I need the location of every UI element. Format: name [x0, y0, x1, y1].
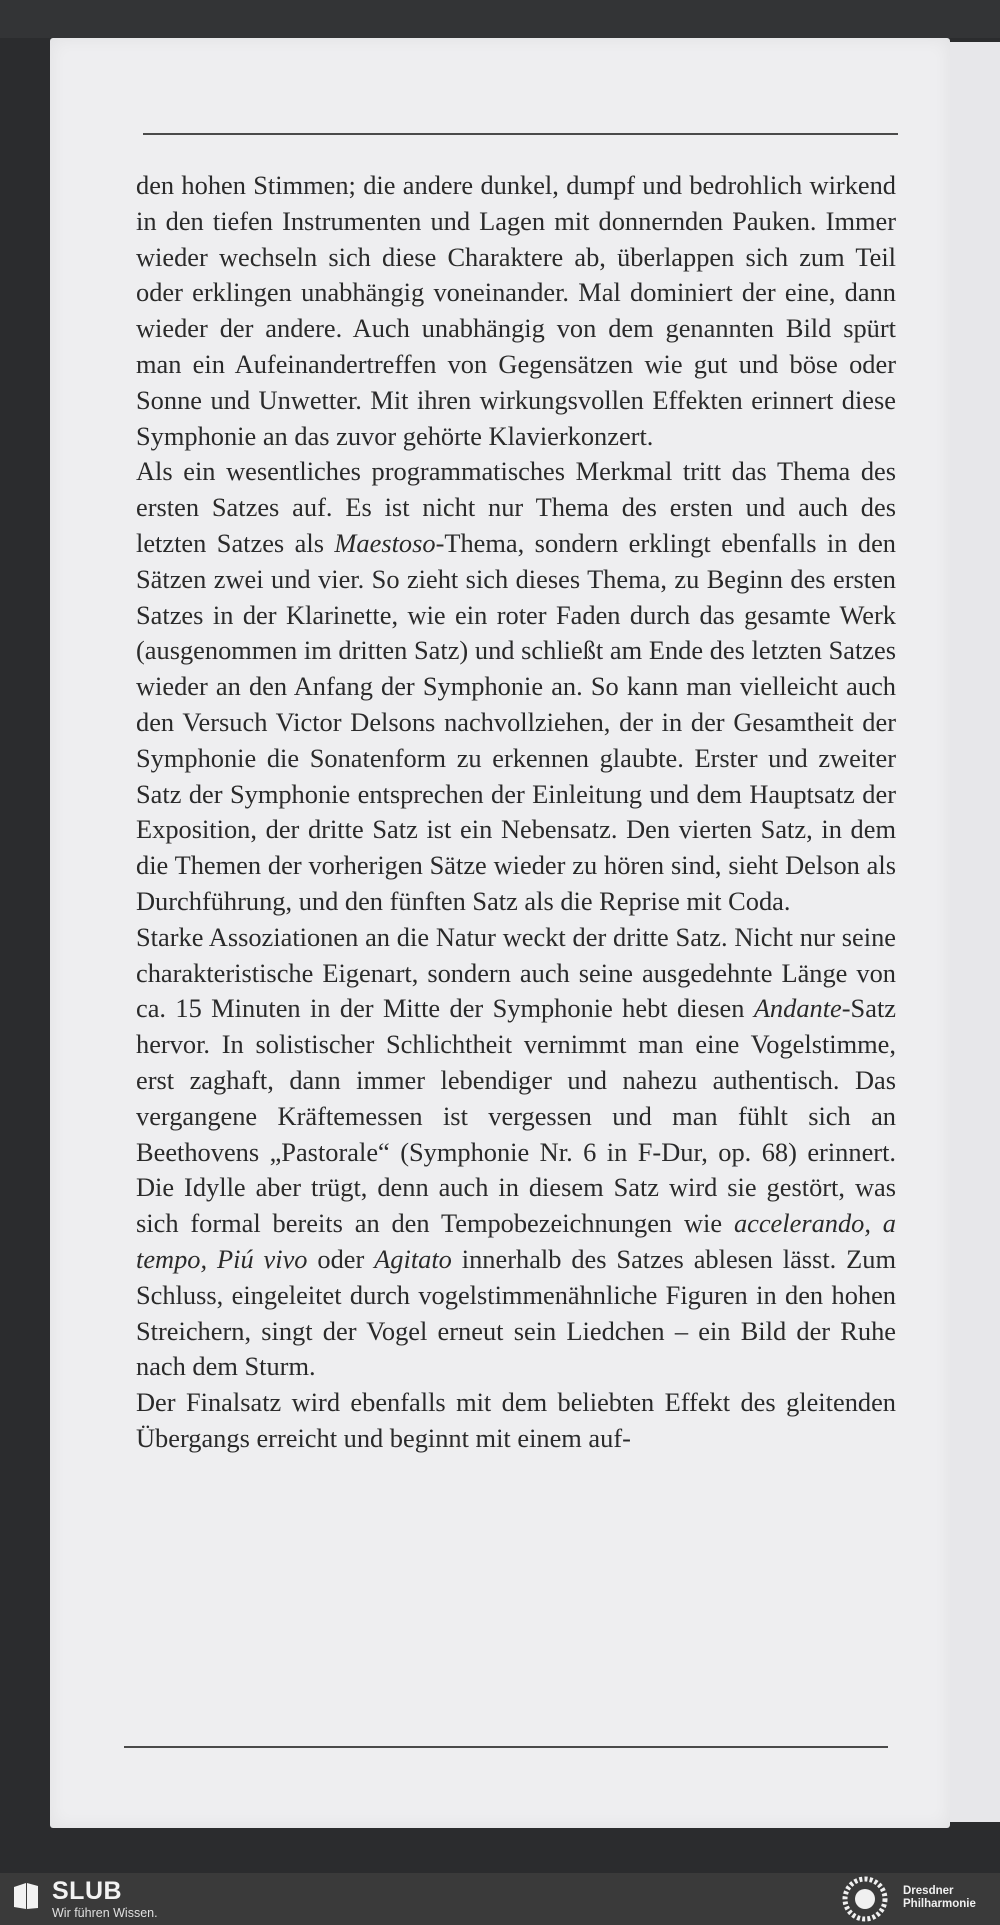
slub-logo-text[interactable]: SLUB [52, 1877, 123, 1905]
partner-name-line1: Dresdner [903, 1885, 954, 1897]
italic-term: Agitato [374, 1243, 452, 1274]
paragraph: den hohen Stimmen; die andere dunkel, dumpf und bedrohlich wirkend in den tiefen Instrumenten und Lagen mit donnernden Pauken. Immer wieder wechseln sich diese Charaktere ab, überlappen sich zum Teil oder erklingen unabhängig voneinander. Mal dominiert der eine, dann wieder der andere. Auch unabhängig von dem genannten Bild spürt man ein Aufeinandertreffen von Gegensätzen wie gut und böse oder Sonne und Unwetter. Mit ihren wirkungsvollen Effekten erinnert diese Symphonie an das zuvor gehörte Klavierkonzert. [136, 170, 896, 451]
text-run: -Thema, sondern erklingt ebenfalls in den Sätzen zwei und vier. So zieht sich dieses Thema, zu Beginn des ersten Satzes in der Klarinette, wie ein roter Faden durch das gesamte Werk (ausgenommen im dritten Satz) und schließt am Ende des letzten Satzes wieder an den Anfang der Symphonie an. So kann man vielleicht auch den Versuch Victor Delsons nachvollziehen, der in der Gesamtheit der Symphonie die Sonatenform zu erkennen glaubte. Erster und zweiter Satz der Symphonie entsprechen der Einleitung und dem Hauptsatz der Exposition, der dritte Satz ist ein Nebensatz. Den vierten Satz, in dem die Themen der vorherigen Sätze wieder zu hören sind, sieht Delson als Durchführung, und den fünften Satz als die Reprise mit Coda. [136, 527, 896, 916]
top-rule [143, 133, 898, 135]
partner-name-line2: Philharmonie [903, 1898, 976, 1910]
text-run: -Satz hervor. In solistischer Schlichtheit vernimmt man eine Vogelstimme, erst zaghaft, dann immer lebendiger und nahezu authentisch. Das vergangene Kräftemessen ist vergessen und man fühlt sich an Beethovens „Pastorale“ (Symphonie Nr. 6 in F-Dur, op. 68) erinnert. Die Idylle aber trügt, denn auch in diesem Satz wird sie gestört, was sich formal bereits an den Tempobezeichnungen wie [136, 993, 896, 1239]
viewer-footer [0, 1873, 1000, 1925]
paragraph [136, 920, 896, 1385]
slub-tagline: Wir führen Wissen. [52, 1906, 158, 1920]
partner-name[interactable] [903, 1885, 976, 1911]
paragraph: Der Finalsatz wird ebenfalls mit dem beliebten Effekt des gleitenden Übergangs erreicht und beginnt mit einem auf- [136, 1387, 896, 1453]
body-text [136, 168, 896, 1457]
text-run: oder [307, 1243, 375, 1274]
scan-background-top [0, 0, 1000, 38]
italic-term: Maestoso [334, 527, 436, 558]
text-run: innerhalb des Satzes ablesen lässt. Zum Schluss, eingeleitet durch vogelstimmenähnliche Figuren in den hohen Streichern, singt der Vogel erneut sein Liedchen – ein Bild der Ruhe nach dem Sturm. [136, 1243, 896, 1382]
book-icon [12, 1881, 40, 1911]
italic-term: accelerando, a tempo, Piú vivo [136, 1208, 897, 1274]
bottom-rule [124, 1746, 888, 1748]
text-run: Starke Assoziationen an die Natur weckt der dritte Satz. Nicht nur seine charakteristische Eigenart, sondern auch seine ausgedehnte Länge von ca. 15 Minuten in der Mitte der Symphonie hebt diesen [136, 921, 896, 1024]
italic-term: Andante [753, 993, 842, 1024]
text-run: Als ein wesentliches programmatisches Merkmal tritt das Thema des ersten Satzes auf. Es ist nicht nur Thema des ersten und auch des letzten Satzes als [136, 456, 896, 558]
philharmonie-logo-icon [842, 1876, 888, 1922]
paragraph [136, 454, 896, 919]
